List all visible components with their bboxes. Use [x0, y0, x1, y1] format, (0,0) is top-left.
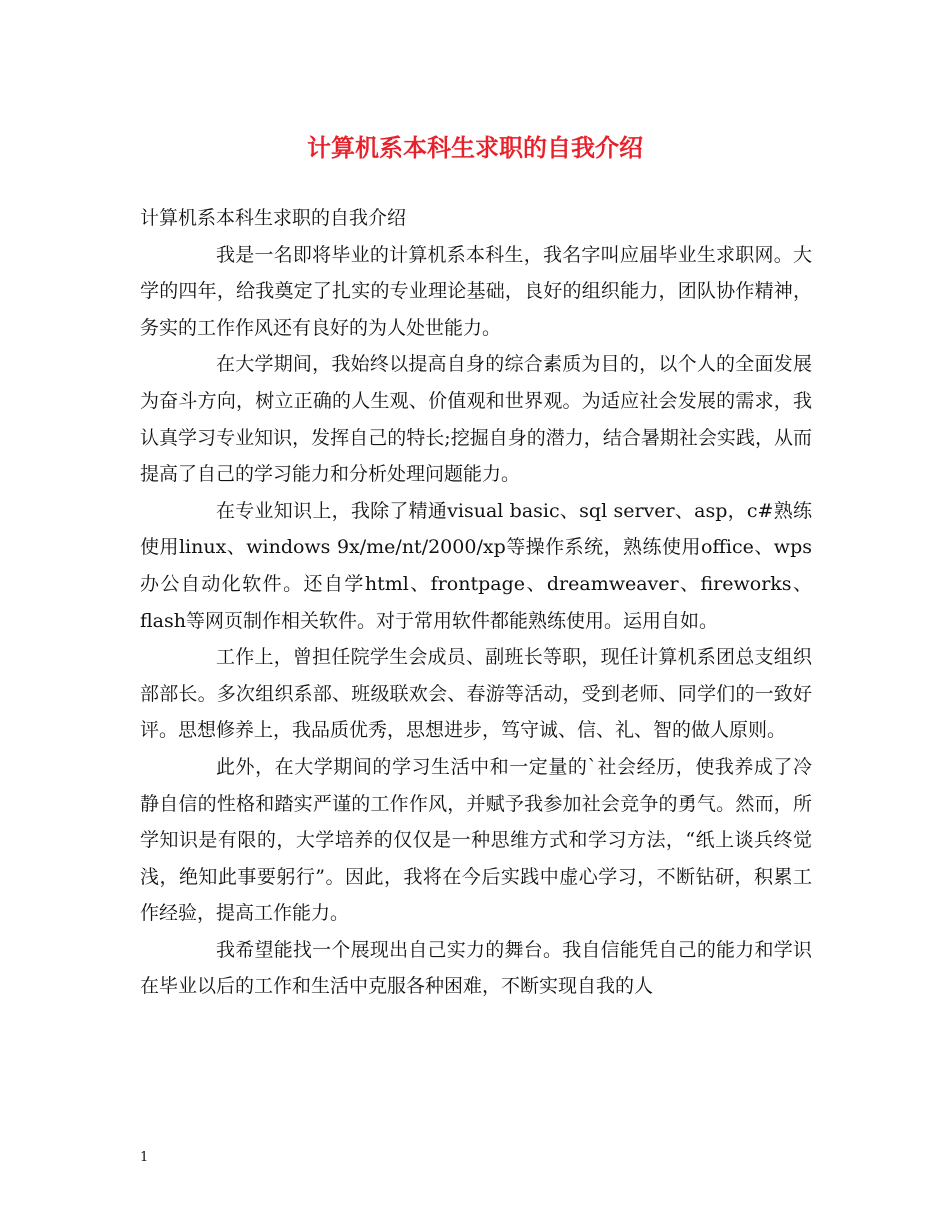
page-number: 1: [140, 1150, 149, 1165]
document-body: [140, 200, 812, 1005]
paragraph-6: 我希望能找一个展现出自己实力的舞台。我自信能凭自己的能力和学识在毕业以后的工作和生活中克服各种困难，不断实现自我的人: [140, 938, 812, 998]
paragraph-1: 我是一名即将毕业的计算机系本科生，我名字叫应届毕业生求职网。大学的四年，给我奠定了扎实的专业理论基础，良好的组织能力，团队协作精神，务实的工作作风还有良好的为人处世能力。: [140, 243, 812, 339]
paragraph-5: 此外，在大学期间的学习生活中和一定量的`社会经历，使我养成了冷静自信的性格和踏实严谨的工作作风，并赋予我参加社会竞争的勇气。然而，所学知识是有限的，大学培养的仅仅是一种思维方式和学习方法，“纸上谈兵终觉浅，绝知此事要躬行”。因此，我将在今后实践中虚心学习，不断钻研，积累工作经验，提高工作能力。: [140, 755, 812, 925]
paragraph-4: 工作上，曾担任院学生会成员、副班长等职，现任计算机系团总支组织部部长。多次组织系部、班级联欢会、春游等活动，受到老师、同学们的一致好评。思想修养上，我品质优秀，思想进步，笃守诚、信、礼、智的做人原则。: [140, 646, 812, 742]
document-title: 计算机系本科生求职的自我介绍: [307, 133, 643, 162]
document-subtitle: 计算机系本科生求职的自我介绍: [140, 207, 407, 229]
paragraph-3: 在专业知识上，我除了精通visual basic、sql server、asp，c#熟练使用linux、windows 9x/me/nt/2000/xp等操作系统，熟练使用office、wps办公自动化软件。还自学html、frontpage、dreamweaver、fireworks、flash等网页制作相关软件。对于常用软件都能熟练使用。运用自如。: [140, 499, 812, 632]
paragraph-2: 在大学期间，我始终以提高自身的综合素质为目的，以个人的全面发展为奋斗方向，树立正确的人生观、价值观和世界观。为适应社会发展的需求，我认真学习专业知识，发挥自己的特长;挖掘自身的潜力，结合暑期社会实践，从而提高了自己的学习能力和分析处理问题能力。: [140, 353, 812, 486]
